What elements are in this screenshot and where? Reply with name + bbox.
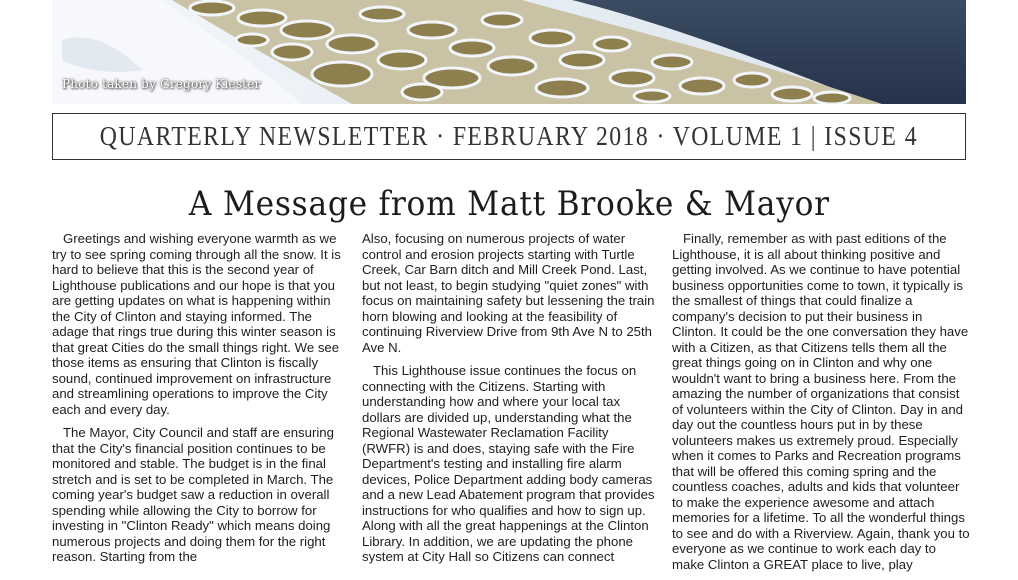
article-headline-text: A Message from Matt Brooke & Mayor xyxy=(188,184,830,224)
photo-credit: Photo taken by Gregory Kiester xyxy=(62,77,261,91)
column-2-paragraph-1: Also, focusing on numerous projects of water control and erosion projects starting with Turtle Creek, Car Barn ditch and Mill Creek Pond. Last, but not least, to begin studying "quiet zones" with focus on maintaining safety but lessening the train horn blowing and looking at the feasibility of continuing Riverview Drive from 9th Ave N to 25th Ave N. xyxy=(362,231,655,355)
header-photo xyxy=(52,0,966,104)
article-column-2 xyxy=(362,231,660,573)
article-column-3 xyxy=(672,231,970,580)
column-1-paragraph-1: Greetings and wishing everyone warmth as we try to see spring coming through all the snow. It is hard to believe that this is the second year of Lighthouse publications and our hope is that you are getting updates on what is happening within the City of Clinton and staying informed. The adage that rings true during this winter season is that great Cities do the small things right. We see those items as ensuring that Clinton is fiscally sound, continued improvement on infrastructure and streamlining operations to improve the City each and every day. xyxy=(52,231,341,417)
issue-banner xyxy=(52,113,966,160)
column-2-paragraph-2: This Lighthouse issue continues the focus on connecting with the Citizens. Starting with understanding how and where your local tax dollars are divided up, understanding what the Regional Wastewater Reclamation Facility (RWFR) is and does, staying safe with the Fire Department's testing and installing fire alarm devices, Police Department adding body cameras and a new Lead Abatement program that provides instructions for who qualifies and how to sign up. Along with all the great happenings at the Clinton Library. In addition, we are updating the phone system at City Hall so Citizens can connect xyxy=(362,363,655,564)
article-headline xyxy=(0,184,1018,224)
column-1-paragraph-2: The Mayor, City Council and staff are ensuring that the City's financial position continues to be monitored and stable. The budget is in the final stretch and is set to be completed in March. The coming year's budget saw a reduction in overall spending while allowing the City to borrow for investing in "Clinton Ready" which means doing numerous projects and doing them for the right reason. Starting from the xyxy=(52,425,334,564)
article-column-1 xyxy=(52,231,348,573)
column-3-paragraph-1: Finally, remember as with past editions of the Lighthouse, it is all about thinking positive and getting involved. As we continue to have potential business opportunities come to town, it typically is the smallest of things that could finalize a company's decision to put their business in Clinton. It could be the one conversation they have with a Citizen, as that Citizens tells them all the great things going on in Clinton and why one wouldn't want to bring a business here. From the amazing the number of organizations that consist of volunteers within the City of Clinton. Day in and day out the countless hours put in by these volunteers makes us extremely proud. Especially when it comes to Parks and Recreation programs that will be offered this coming spring and the countless coaches, adults and kids that volunteer to make the experience awesome and attach memories for a lifetime. To all the wonderful things to see and do with a Riverview. Again, thank you to everyone as we continue to work each day to make Clinton a GREAT place to live, play xyxy=(672,231,970,572)
issue-banner-text: QUARTERLY NEWSLETTER · FEBRUARY 2018 · VOLUME 1 | ISSUE 4 xyxy=(99,121,919,151)
